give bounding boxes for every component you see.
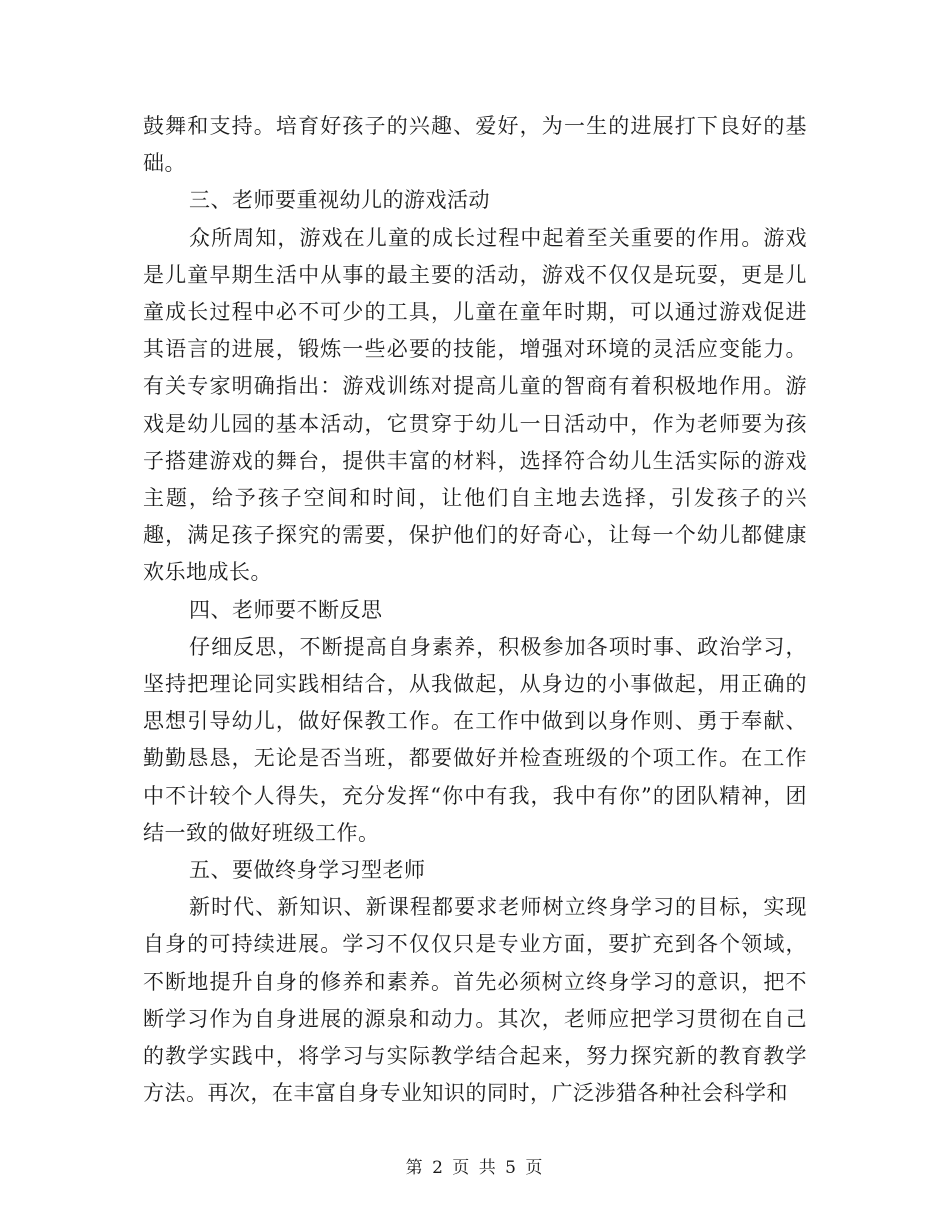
- section-heading-4: 四、老师要不断反思: [189, 597, 383, 622]
- page-number-footer: 第 2 页 共 5 页: [405, 1158, 545, 1178]
- section-heading-3: 三、老师要重视幼儿的游戏活动: [189, 188, 490, 213]
- section-heading-5: 五、要做终身学习型老师: [189, 858, 426, 883]
- document-body: [143, 108, 807, 1112]
- paragraph-lifelong-learning: 新时代、新知识、新课程都要求老师树立终身学习的目标，实现自身的可持续进展。学习不仅仅只是专业方面，要扩充到各个领域，不断地提升自身的修养和素养。首先必须树立终身学习的意识，把不断学习作为自身进展的源泉和动力。其次，老师应把学习贯彻在自己的教学实践中，将学习与实际教学结合起来，努力探究新的教育教学方法。再次，在丰富自身专业知识的同时，广泛涉猎各种社会科学和: [143, 895, 807, 1106]
- paragraph-reflection: 仔细反思，不断提高自身素养，积极参加各项时事、政治学习，坚持把理论同实践相结合，从我做起，从身边的小事做起，用正确的思想引导幼儿，做好保教工作。在工作中做到以身作则、勇于奉献、勤勤恳恳，无论是否当班，都要做好并检查班级的个项工作。在工作中不计较个人得失，充分发挥“你中有我，我中有你”的团队精神，团结一致的做好班级工作。: [143, 634, 807, 845]
- paragraph-games: 众所周知，游戏在儿童的成长过程中起着至关重要的作用。游戏是儿童早期生活中从事的最主要的活动，游戏不仅仅是玩耍，更是儿童成长过程中必不可少的工具，儿童在童年时期，可以通过游戏促进其语言的进展，锻炼一些必要的技能，增强对环境的灵活应变能力。有关专家明确指出：游戏训练对提高儿童的智商有着积极地作用。游戏是幼儿园的基本活动，它贯穿于幼儿一日活动中，作为老师要为孩子搭建游戏的舞台，提供丰富的材料，选择符合幼儿生活实际的游戏主题，给予孩子空间和时间，让他们自主地去选择，引发孩子的兴趣，满足孩子探究的需要，保护他们的好奇心，让每一个幼儿都健康欢乐地成长。: [143, 225, 807, 585]
- paragraph-continuation: 鼓舞和支持。培育好孩子的兴趣、爱好，为一生的进展打下良好的基础。: [143, 114, 807, 176]
